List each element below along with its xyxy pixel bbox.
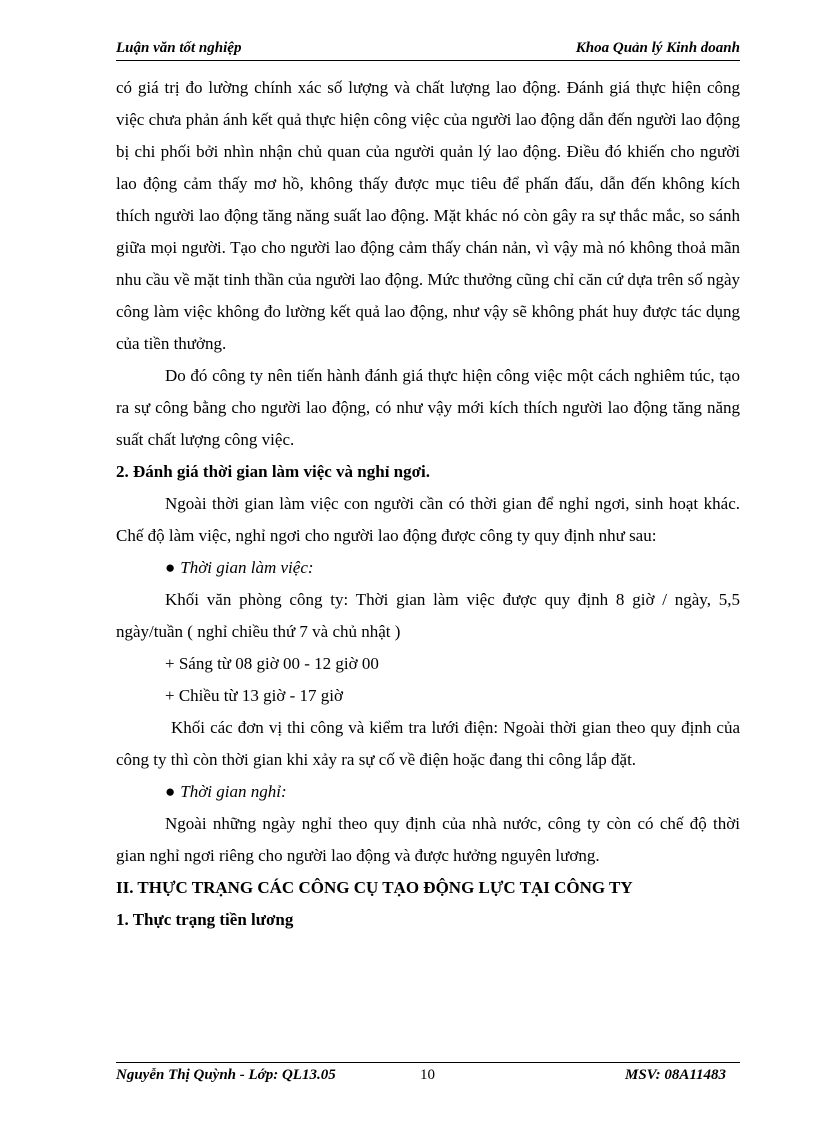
bullet-rest-time xyxy=(116,776,740,808)
schedule-afternoon: + Chiều từ 13 giờ - 17 giờ xyxy=(165,686,343,705)
bullet-working-time xyxy=(116,552,740,584)
bullet-working-time-label: Thời gian làm việc: xyxy=(180,558,314,577)
page-footer xyxy=(116,1062,740,1085)
paragraph-holidays: Ngoài những ngày nghỉ theo quy định của nhà nước, công ty còn có chế độ thời gian nghỉ ngơi riêng cho người lao động và được hưởng nguyên lương. xyxy=(116,814,740,865)
header-faculty: Khoa Quản lý Kinh doanh xyxy=(575,40,740,56)
paragraph-office-hours: Khối văn phòng công ty: Thời gian làm việc được quy định 8 giờ / ngày, 5,5 ngày/tuần ( nghỉ chiều thứ 7 và chủ nhật ) xyxy=(116,590,740,641)
paragraph-recommendation: Do đó công ty nên tiến hành đánh giá thực hiện công việc một cách nghiêm túc, tạo ra sự công bằng cho người lao động, có như vậy mới kích thích người lao động tăng năng suất chất lượng công việc. xyxy=(116,366,740,449)
paragraph-rest-intro: Ngoài thời gian làm việc con người cần có thời gian để nghỉ ngơi, sinh hoạt khác. Chế độ làm việc, nghỉ ngơi cho người lao động được công ty quy định như sau: xyxy=(116,494,740,545)
document-body xyxy=(116,72,740,936)
heading-working-time-evaluation: 2. Đánh giá thời gian làm việc và nghỉ ngơi. xyxy=(116,462,431,481)
footer-student-id: MSV: 08A11483 xyxy=(625,1067,726,1083)
bullet-rest-time-label: Thời gian nghỉ: xyxy=(180,782,287,801)
page-header xyxy=(116,38,740,61)
page-number: 10 xyxy=(420,1067,435,1083)
footer-author: Nguyễn Thị Quỳnh - Lớp: QL13.05 xyxy=(116,1067,336,1083)
paragraph-field-units: Khối các đơn vị thi công và kiểm tra lưới điện: Ngoài thời gian theo quy định của công ty thì còn thời gian khi xảy ra sự cố về điện hoặc đang thi công lắp đặt. xyxy=(116,718,740,769)
paragraph-evaluation-issues: có giá trị đo lường chính xác số lượng và chất lượng lao động. Đánh giá thực hiện công việc chưa phản ánh kết quả thực hiện công việc của người lao động dẫn đến người lao động bị chi phối bởi nhìn nhận chủ quan của người quản lý lao động. Điều đó khiến cho người lao động cảm thấy mơ hồ, không thấy được mục tiêu để phấn đấu, dẫn đến không kích thích người lao động tăng năng suất lao động. Mặt khác nó còn gây ra sự thắc mắc, so sánh giữa mọi người. Tạo cho người lao động cảm thấy chán nản, vì vậy mà nó không thoả mãn nhu cầu về mặt tinh thần của người lao động. Mức thưởng cũng chỉ căn cứ dựa trên số ngày công làm việc không đo lường kết quả lao động, như vậy sẽ không phát huy được tác dụng của tiền thưởng. xyxy=(116,78,740,353)
bullet-dot-icon: ● xyxy=(165,558,176,577)
heading-salary-status: 1. Thực trạng tiền lương xyxy=(116,910,294,929)
heading-section-ii: II. THỰC TRẠNG CÁC CÔNG CỤ TẠO ĐỘNG LỰC TẠI CÔNG TY xyxy=(116,878,633,897)
bullet-dot-icon: ● xyxy=(165,782,176,801)
schedule-morning: + Sáng từ 08 giờ 00 - 12 giờ 00 xyxy=(165,654,379,673)
header-thesis-title: Luận văn tốt nghiệp xyxy=(116,40,242,56)
